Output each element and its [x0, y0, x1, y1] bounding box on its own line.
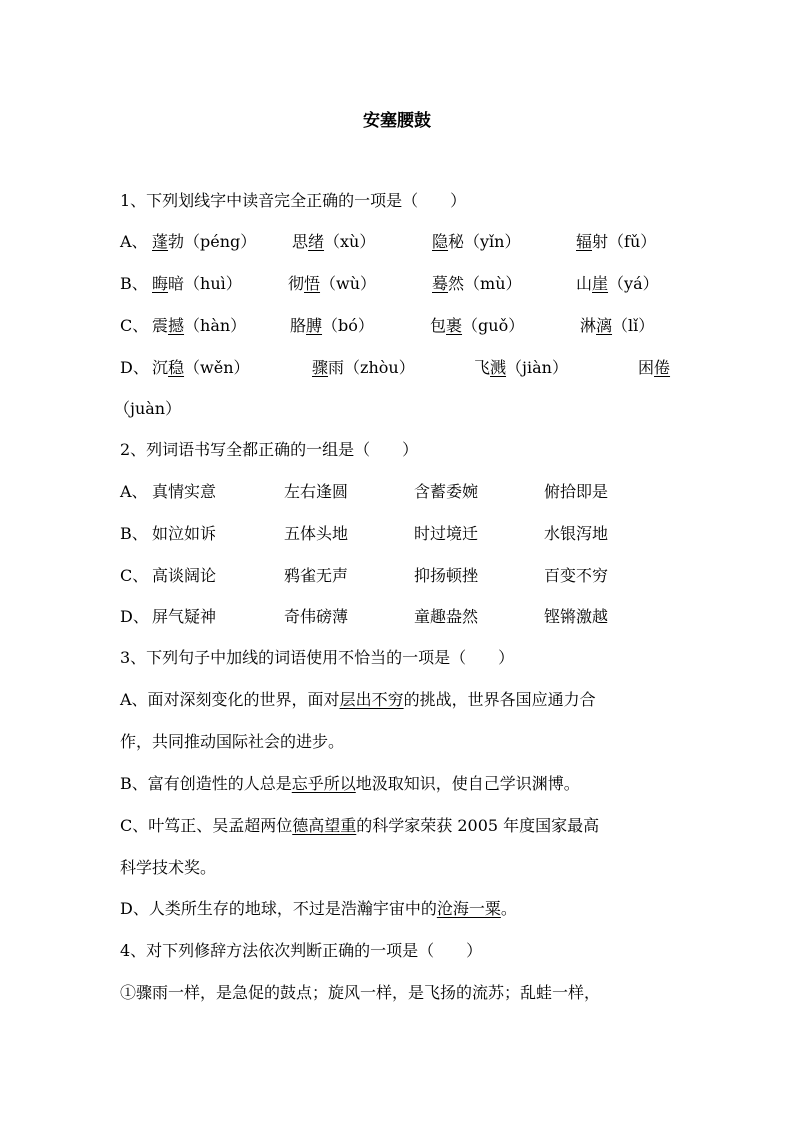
question-3-option-c-continuation: 科学技术奖。 [120, 858, 217, 877]
option-word-1: 晦暗（huì） [152, 274, 242, 293]
question-3-option-d: D、人类所生存的地球，不过是浩瀚宇宙中的沧海一粟。 [120, 899, 517, 918]
option-word-1: 如泣如诉 [152, 524, 217, 543]
option-label: A、 [120, 232, 148, 251]
option-word-4: 淋漓（lǐ） [580, 316, 655, 335]
option-word-2: 骤雨（zhòu） [312, 358, 415, 377]
option-word-3: 飞溅（jiàn） [474, 358, 568, 377]
option-word-1: 沉稳（wěn） [152, 358, 250, 377]
question-3-option-c: C、叶笃正、吴孟超两位德高望重的科学家荣获 2005 年度国家最高 [120, 816, 600, 835]
question-2-stem: 2、列词语书写全都正确的一组是（ ） [120, 440, 419, 459]
option-label: A、 [120, 482, 148, 501]
question-3-stem: 3、下列句子中加线的词语使用不恰当的一项是（ ） [120, 648, 515, 667]
question-3-option-a: A、面对深刻变化的世界，面对层出不穷的挑战，世界各国应通力合 [120, 690, 596, 709]
question-3-option-b: B、富有创造性的人总是忘乎所以地汲取知识，使自己学识渊博。 [120, 774, 580, 793]
option-word-1: 高谈阔论 [152, 566, 217, 585]
option-label: D、 [120, 607, 149, 626]
option-word-3: 抑扬顿挫 [414, 566, 479, 585]
option-word-3: 包裹（guǒ） [430, 316, 525, 335]
option-word-1: 屏气疑神 [152, 607, 217, 626]
option-word-4: 辐射（fǔ） [576, 232, 657, 251]
question-4-item-1: ①骤雨一样，是急促的鼓点；旋风一样，是飞扬的流苏；乱蛙一样， [120, 983, 601, 1002]
option-word-1: 真情实意 [152, 482, 217, 501]
page-title: 安塞腰鼓 [363, 111, 431, 131]
option-word-4: 铿锵激越 [544, 607, 609, 626]
option-label: B、 [120, 274, 148, 293]
option-word-2: 左右逢圆 [284, 482, 349, 501]
option-word-1: 震撼（hàn） [152, 316, 247, 335]
option-label: C、 [120, 566, 149, 585]
option-word-2: 胳膊（bó） [290, 316, 374, 335]
question-1-option-d-continuation: （juàn） [114, 399, 182, 418]
question-4-stem: 4、对下列修辞方法依次判断正确的一项是（ ） [120, 941, 483, 960]
option-word-3: 蓦然（mù） [432, 274, 522, 293]
option-word-2: 思绪（xù） [292, 232, 376, 251]
option-word-3: 隐秘（yǐn） [432, 232, 521, 251]
option-word-3: 时过境迁 [414, 524, 479, 543]
question-3-option-a-continuation: 作，共同推动国际社会的进步。 [120, 732, 345, 751]
option-word-4: 困倦 [638, 358, 671, 377]
option-word-4: 百变不穷 [544, 566, 609, 585]
option-word-2: 鸦雀无声 [284, 566, 349, 585]
option-word-2: 奇伟磅薄 [284, 607, 349, 626]
option-word-4: 山崖（yá） [576, 274, 659, 293]
option-word-3: 童趣盎然 [414, 607, 479, 626]
option-word-1: 蓬勃（péng） [152, 232, 257, 251]
question-1-stem: 1、下列划线字中读音完全正确的一项是（ ） [120, 191, 467, 210]
option-word-4: 水银泻地 [544, 524, 609, 543]
option-label: D、 [120, 358, 149, 377]
option-word-2: 五体头地 [284, 524, 349, 543]
option-word-2: 彻悟（wù） [288, 274, 377, 293]
option-label: B、 [120, 524, 148, 543]
option-label: C、 [120, 316, 149, 335]
option-word-4: 俯拾即是 [544, 482, 609, 501]
option-word-3: 含蓄委婉 [414, 482, 479, 501]
